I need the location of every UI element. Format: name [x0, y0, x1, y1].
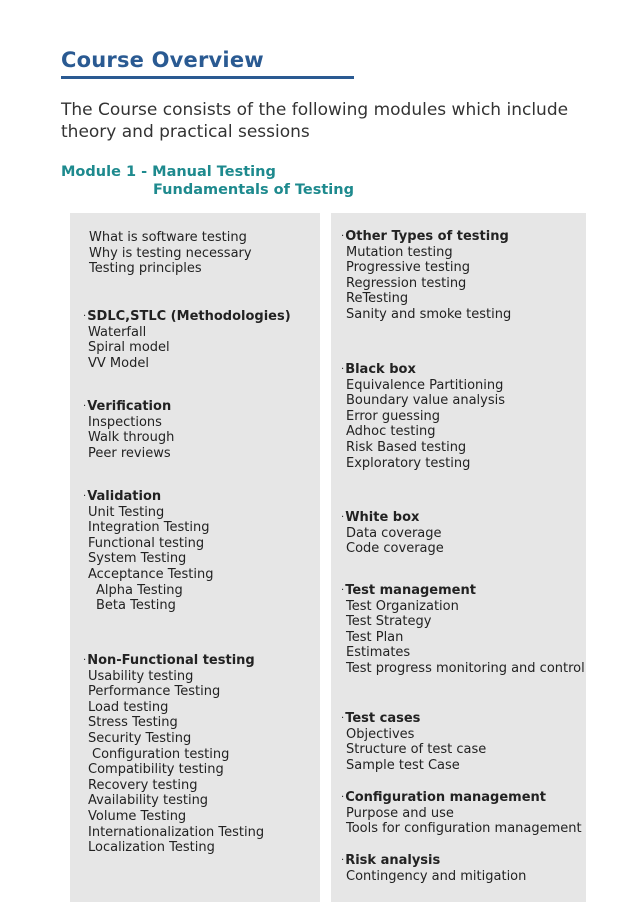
list-item: Unit Testing	[88, 504, 165, 520]
list-item: VV Model	[88, 355, 149, 371]
bullet-dot-icon: ·	[341, 713, 345, 724]
list-item: Availability testing	[88, 793, 209, 809]
section-white-box	[341, 510, 444, 557]
list-item: What is software testing	[89, 230, 247, 245]
section-heading-text: Test management	[345, 583, 476, 598]
list-item: Objectives	[346, 726, 415, 742]
list-item: Spiral model	[88, 340, 170, 356]
list-item: Load testing	[88, 699, 169, 715]
section-configuration-management	[341, 790, 582, 837]
section-validation	[83, 489, 214, 614]
list-item: Adhoc testing	[346, 424, 436, 440]
bullet-dot-icon: ·	[341, 512, 345, 523]
bullet-dot-icon: ·	[341, 792, 345, 803]
list-item: Test progress monitoring and control	[346, 660, 585, 676]
section-heading-text: Verification	[87, 399, 172, 414]
left-intro-list	[89, 230, 252, 277]
module-heading: Module 1 - Manual Testing	[61, 164, 276, 180]
list-item: Exploratory testing	[346, 455, 471, 471]
list-item: Test Organization	[346, 598, 459, 614]
list-item: Beta Testing	[96, 598, 176, 614]
section-heading-text: Validation	[87, 489, 162, 504]
section-test-management	[341, 583, 585, 677]
section-heading	[83, 653, 264, 669]
list-item: Waterfall	[88, 324, 147, 340]
title-underline	[61, 76, 354, 79]
bullet-dot-icon: ·	[341, 585, 345, 596]
list-item: Sample test Case	[346, 757, 460, 773]
list-item: Testing principles	[89, 261, 202, 277]
intro-line-2: theory and practical sessions	[61, 122, 310, 142]
section-heading	[341, 790, 582, 806]
list-item: Recovery testing	[88, 777, 198, 793]
section-black-box	[341, 362, 505, 471]
list-item: Boundary value analysis	[346, 393, 506, 409]
section-heading-text: Non-Functional testing	[87, 653, 255, 668]
list-item: Volume Testing	[88, 808, 187, 824]
list-item: Integration Testing	[88, 520, 210, 536]
list-item: Performance Testing	[88, 684, 221, 700]
section-heading	[341, 229, 511, 245]
list-item: Walk through	[88, 430, 175, 446]
list-item: Security Testing	[88, 730, 192, 746]
list-item: Configuration testing	[92, 746, 230, 762]
bullet-dot-icon: ·	[341, 231, 345, 242]
section-heading	[341, 583, 585, 599]
section-heading	[83, 489, 214, 505]
section-heading-text: Test cases	[345, 711, 421, 726]
bullet-dot-icon: ·	[83, 401, 87, 412]
bullet-dot-icon: ·	[341, 855, 345, 866]
section-heading	[341, 853, 526, 869]
list-item: Progressive testing	[346, 260, 470, 276]
course-intro	[61, 99, 621, 143]
section-heading	[83, 399, 174, 415]
list-item: Test Plan	[346, 629, 404, 645]
bullet-dot-icon: ·	[83, 491, 87, 502]
list-item: Contingency and mitigation	[346, 868, 527, 884]
list-item: Structure of test case	[346, 742, 487, 758]
bullet-dot-icon: ·	[83, 655, 87, 666]
list-item: Risk Based testing	[346, 439, 467, 455]
list-item: Tools for configuration management	[346, 821, 582, 837]
list-item: Inspections	[88, 414, 162, 430]
list-item: Why is testing necessary	[89, 245, 252, 261]
list-item: Peer reviews	[88, 445, 171, 461]
list-item: Sanity and smoke testing	[346, 306, 512, 322]
intro-line-1: The Course consists of the following modules which include	[61, 100, 569, 120]
list-item: Test Strategy	[346, 614, 432, 630]
section-heading-text: Black box	[345, 362, 416, 377]
section-heading-text: Configuration management	[345, 790, 546, 805]
section-heading	[83, 309, 291, 325]
list-item: Usability testing	[88, 668, 194, 684]
section-risk-analysis	[341, 853, 526, 884]
section-heading-text: SDLC,STLC (Methodologies)	[87, 309, 291, 324]
list-item: Alpha Testing	[96, 582, 183, 598]
section-verification	[83, 399, 174, 461]
section-heading-text: Risk analysis	[345, 853, 441, 868]
section-heading	[341, 362, 505, 378]
section-heading-text: Other Types of testing	[345, 229, 509, 244]
bullet-dot-icon: ·	[341, 364, 345, 375]
list-item: Acceptance Testing	[88, 566, 214, 582]
section-test-cases	[341, 711, 486, 773]
list-item: Code coverage	[346, 541, 444, 557]
list-item: Compatibility testing	[88, 762, 224, 778]
module-subheading: Fundamentals of Testing	[153, 182, 354, 198]
section-heading-text: White box	[345, 510, 420, 525]
list-item: Regression testing	[346, 275, 467, 291]
list-item: ReTesting	[346, 291, 409, 307]
list-item: Equivalence Partitioning	[346, 377, 504, 393]
section-non-functional	[83, 653, 264, 856]
bullet-dot-icon: ·	[83, 311, 87, 322]
list-item: Data coverage	[346, 525, 442, 541]
section-heading	[341, 510, 444, 526]
section-sdlc	[83, 309, 291, 371]
list-item: Stress Testing	[88, 715, 178, 731]
section-other-types	[341, 229, 511, 323]
list-item: System Testing	[88, 551, 187, 567]
list-item: Internationalization Testing	[88, 824, 265, 840]
list-item: Error guessing	[346, 408, 440, 424]
list-item: Purpose and use	[346, 805, 454, 821]
list-item: Functional testing	[88, 535, 205, 551]
list-item: Estimates	[346, 645, 411, 661]
page-title: Course Overview	[61, 48, 264, 72]
list-item: Localization Testing	[88, 840, 215, 856]
list-item: Mutation testing	[346, 244, 453, 260]
section-heading	[341, 711, 486, 727]
